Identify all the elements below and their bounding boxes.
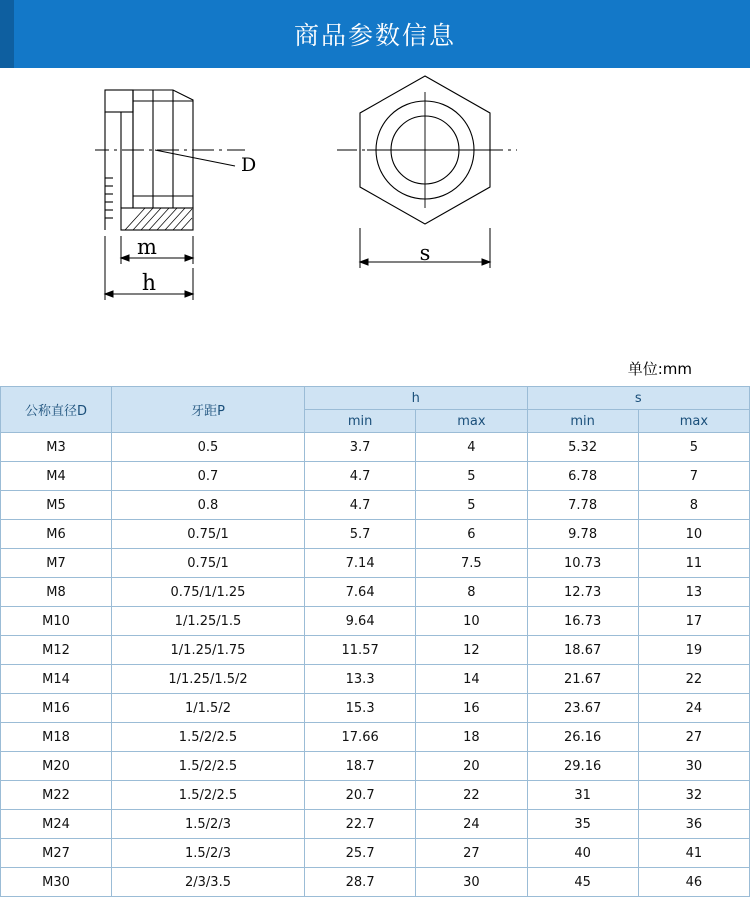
table-row: [1, 462, 750, 491]
cell-h-min: 4.7: [305, 462, 416, 491]
cell-s-min: 40: [527, 839, 638, 868]
cell-pitch: 1.5/2/3: [112, 810, 305, 839]
cell-s-max: 5: [638, 433, 749, 462]
cell-h-min: 11.57: [305, 636, 416, 665]
cell-s-min: 9.78: [527, 520, 638, 549]
label-D: D: [241, 154, 257, 176]
cell-s-max: 11: [638, 549, 749, 578]
th-h-max: max: [416, 410, 527, 433]
cell-h-max: 4: [416, 433, 527, 462]
cell-h-max: 12: [416, 636, 527, 665]
cell-h-max: 10: [416, 607, 527, 636]
cell-pitch: 1.5/2/2.5: [112, 752, 305, 781]
cell-nominal-diameter: M6: [1, 520, 112, 549]
unit-note: 单位:mm: [627, 360, 692, 378]
cell-nominal-diameter: M3: [1, 433, 112, 462]
cell-h-max: 5: [416, 462, 527, 491]
cell-s-max: 36: [638, 810, 749, 839]
cell-s-max: 30: [638, 752, 749, 781]
cell-pitch: 1/1.25/1.5/2: [112, 665, 305, 694]
label-s: s: [419, 241, 431, 265]
cell-h-max: 6: [416, 520, 527, 549]
cell-s-max: 41: [638, 839, 749, 868]
table-row: [1, 607, 750, 636]
cell-nominal-diameter: M27: [1, 839, 112, 868]
cell-nominal-diameter: M30: [1, 868, 112, 897]
cell-s-max: 8: [638, 491, 749, 520]
table-row: [1, 433, 750, 462]
cell-nominal-diameter: M4: [1, 462, 112, 491]
table-row: [1, 520, 750, 549]
cell-h-max: 5: [416, 491, 527, 520]
cell-h-max: 27: [416, 839, 527, 868]
cell-h-min: 3.7: [305, 433, 416, 462]
cell-nominal-diameter: M18: [1, 723, 112, 752]
cell-s-max: 22: [638, 665, 749, 694]
cell-h-max: 7.5: [416, 549, 527, 578]
cell-pitch: 0.75/1: [112, 549, 305, 578]
label-h: h: [141, 271, 157, 296]
cell-s-max: 27: [638, 723, 749, 752]
page-title: 商品参数信息: [293, 21, 456, 50]
cell-h-max: 14: [416, 665, 527, 694]
table-row: [1, 578, 750, 607]
cell-pitch: 1.5/2/2.5: [112, 781, 305, 810]
cell-h-min: 7.14: [305, 549, 416, 578]
table-row: [1, 694, 750, 723]
cell-h-min: 20.7: [305, 781, 416, 810]
cell-h-min: 7.64: [305, 578, 416, 607]
cell-h-min: 18.7: [305, 752, 416, 781]
cell-h-max: 8: [416, 578, 527, 607]
th-s-max: max: [638, 410, 749, 433]
cell-h-max: 24: [416, 810, 527, 839]
th-s-group: s: [527, 387, 750, 410]
cell-s-max: 32: [638, 781, 749, 810]
table-row: [1, 665, 750, 694]
cell-s-max: 10: [638, 520, 749, 549]
cell-h-max: 16: [416, 694, 527, 723]
cell-s-min: 35: [527, 810, 638, 839]
cell-pitch: 1/1.25/1.5: [112, 607, 305, 636]
table-row: [1, 549, 750, 578]
cell-nominal-diameter: M16: [1, 694, 112, 723]
cell-pitch: 0.75/1: [112, 520, 305, 549]
cell-pitch: 1/1.25/1.75: [112, 636, 305, 665]
table-row: [1, 491, 750, 520]
cell-pitch: 0.75/1/1.25: [112, 578, 305, 607]
cell-s-max: 19: [638, 636, 749, 665]
th-h-group: h: [305, 387, 528, 410]
cell-s-max: 46: [638, 868, 749, 897]
spec-table-body: [1, 433, 750, 897]
table-row: [1, 723, 750, 752]
cell-nominal-diameter: M5: [1, 491, 112, 520]
cell-nominal-diameter: M22: [1, 781, 112, 810]
cell-h-min: 28.7: [305, 868, 416, 897]
cell-h-min: 5.7: [305, 520, 416, 549]
cell-s-min: 21.67: [527, 665, 638, 694]
cell-pitch: 0.7: [112, 462, 305, 491]
cell-h-max: 22: [416, 781, 527, 810]
cell-pitch: 1.5/2/2.5: [112, 723, 305, 752]
cell-nominal-diameter: M12: [1, 636, 112, 665]
cell-s-min: 6.78: [527, 462, 638, 491]
cell-nominal-diameter: M7: [1, 549, 112, 578]
cell-nominal-diameter: M24: [1, 810, 112, 839]
cell-h-max: 18: [416, 723, 527, 752]
th-pitch: 牙距P: [112, 387, 305, 433]
cell-s-max: 24: [638, 694, 749, 723]
th-nominal-diameter: 公称直径D: [1, 387, 112, 433]
cell-s-min: 45: [527, 868, 638, 897]
table-row: [1, 636, 750, 665]
cell-s-min: 26.16: [527, 723, 638, 752]
page-header: [0, 0, 750, 68]
cell-pitch: 1/1.5/2: [112, 694, 305, 723]
cell-s-min: 12.73: [527, 578, 638, 607]
nylon-lock-nut-drawing: [0, 68, 750, 356]
cell-nominal-diameter: M10: [1, 607, 112, 636]
table-row: [1, 839, 750, 868]
table-row: [1, 868, 750, 897]
th-s-min: min: [527, 410, 638, 433]
cell-s-max: 13: [638, 578, 749, 607]
spec-table: [0, 386, 750, 897]
drawing-svg: [95, 68, 655, 356]
table-row: [1, 781, 750, 810]
cell-s-max: 7: [638, 462, 749, 491]
cell-h-min: 9.64: [305, 607, 416, 636]
unit-note-row: [0, 356, 750, 386]
table-row: [1, 810, 750, 839]
cell-s-min: 16.73: [527, 607, 638, 636]
cell-h-min: 13.3: [305, 665, 416, 694]
cell-s-min: 29.16: [527, 752, 638, 781]
cell-pitch: 0.5: [112, 433, 305, 462]
cell-s-min: 5.32: [527, 433, 638, 462]
cell-pitch: 1.5/2/3: [112, 839, 305, 868]
cell-h-min: 15.3: [305, 694, 416, 723]
cell-nominal-diameter: M14: [1, 665, 112, 694]
cell-nominal-diameter: M20: [1, 752, 112, 781]
label-m: m: [137, 235, 157, 259]
header-accent-bar: [0, 0, 14, 68]
cell-nominal-diameter: M8: [1, 578, 112, 607]
cell-h-max: 20: [416, 752, 527, 781]
cell-s-min: 7.78: [527, 491, 638, 520]
cell-pitch: 0.8: [112, 491, 305, 520]
cell-h-min: 4.7: [305, 491, 416, 520]
cell-h-max: 30: [416, 868, 527, 897]
cell-s-min: 23.67: [527, 694, 638, 723]
cell-s-min: 31: [527, 781, 638, 810]
cell-h-min: 22.7: [305, 810, 416, 839]
cell-h-min: 17.66: [305, 723, 416, 752]
cell-pitch: 2/3/3.5: [112, 868, 305, 897]
cell-s-min: 18.67: [527, 636, 638, 665]
table-row: [1, 752, 750, 781]
cell-s-max: 17: [638, 607, 749, 636]
cell-s-min: 10.73: [527, 549, 638, 578]
table-header-row-1: [1, 387, 750, 410]
th-h-min: min: [305, 410, 416, 433]
cell-h-min: 25.7: [305, 839, 416, 868]
